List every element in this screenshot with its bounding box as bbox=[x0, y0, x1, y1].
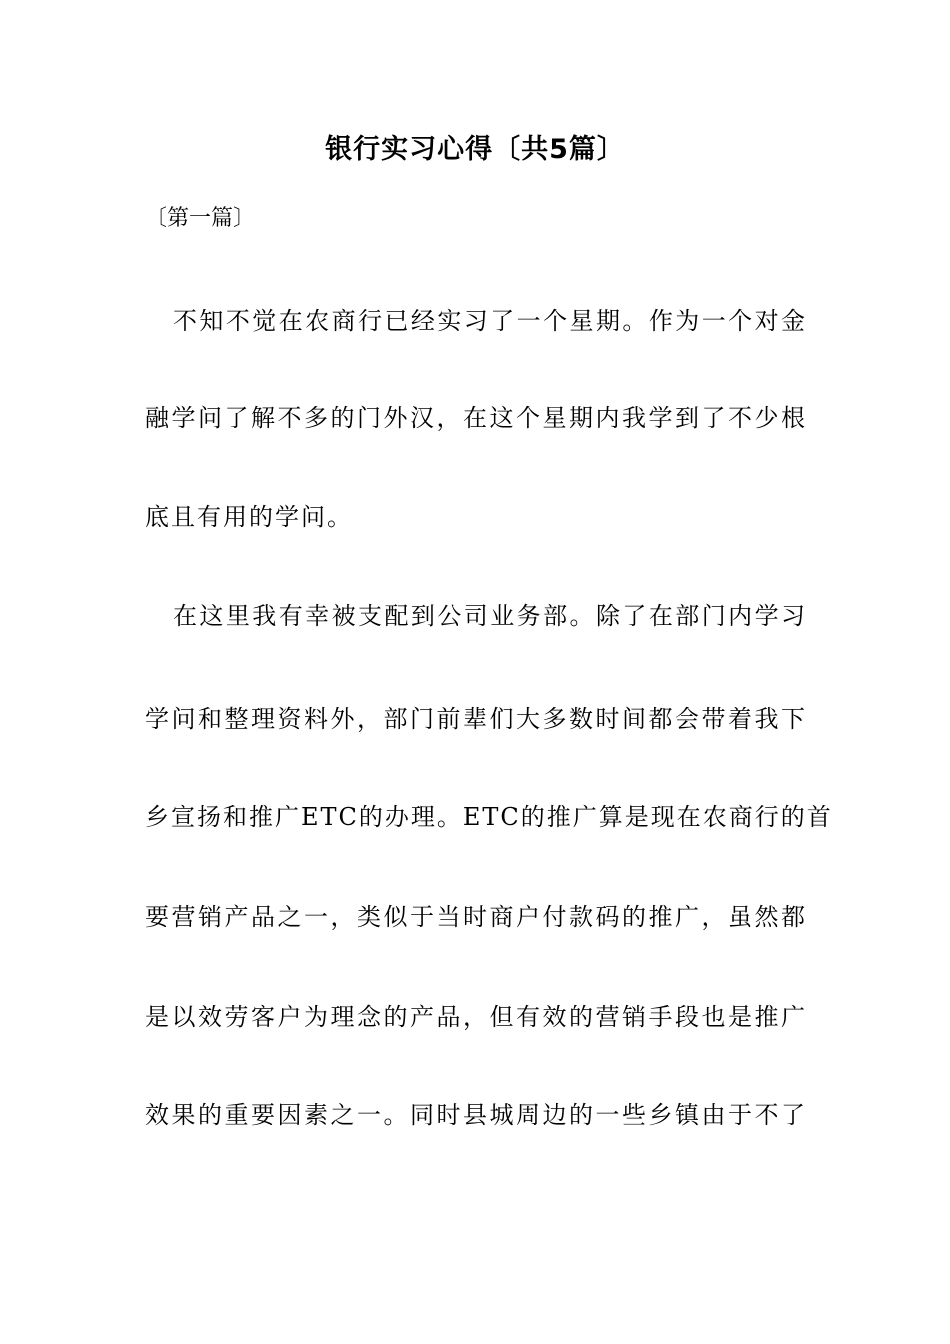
paragraph-line: 效果的重要因素之一。同时县城周边的一些乡镇由于不了 bbox=[145, 1101, 807, 1129]
paragraph-line: 融学问了解不多的门外汉，在这个星期内我学到了不少根 bbox=[145, 404, 807, 432]
paragraph-line: 乡宣扬和推广ETC的办理。ETC的推广算是现在农商行的首 bbox=[145, 803, 833, 831]
paragraph-line: 是以效劳客户为理念的产品，但有效的营销手段也是推广 bbox=[145, 1003, 807, 1031]
paragraph-line: 不知不觉在农商行已经实习了一个星期。作为一个对金 bbox=[173, 307, 807, 335]
paragraph-line: 学问和整理资料外，部门前辈们大多数时间都会带着我下 bbox=[145, 705, 807, 733]
paragraph-line: 要营销产品之一，类似于当时商户付款码的推广，虽然都 bbox=[145, 903, 807, 931]
paragraph-line: 在这里我有幸被支配到公司业务部。除了在部门内学习 bbox=[173, 602, 807, 630]
document-title: 银行实习心得〔共5篇〕 bbox=[325, 134, 625, 165]
section-label: 〔第一篇〕 bbox=[145, 206, 256, 231]
paragraph-line: 底且有用的学问。 bbox=[145, 503, 353, 531]
